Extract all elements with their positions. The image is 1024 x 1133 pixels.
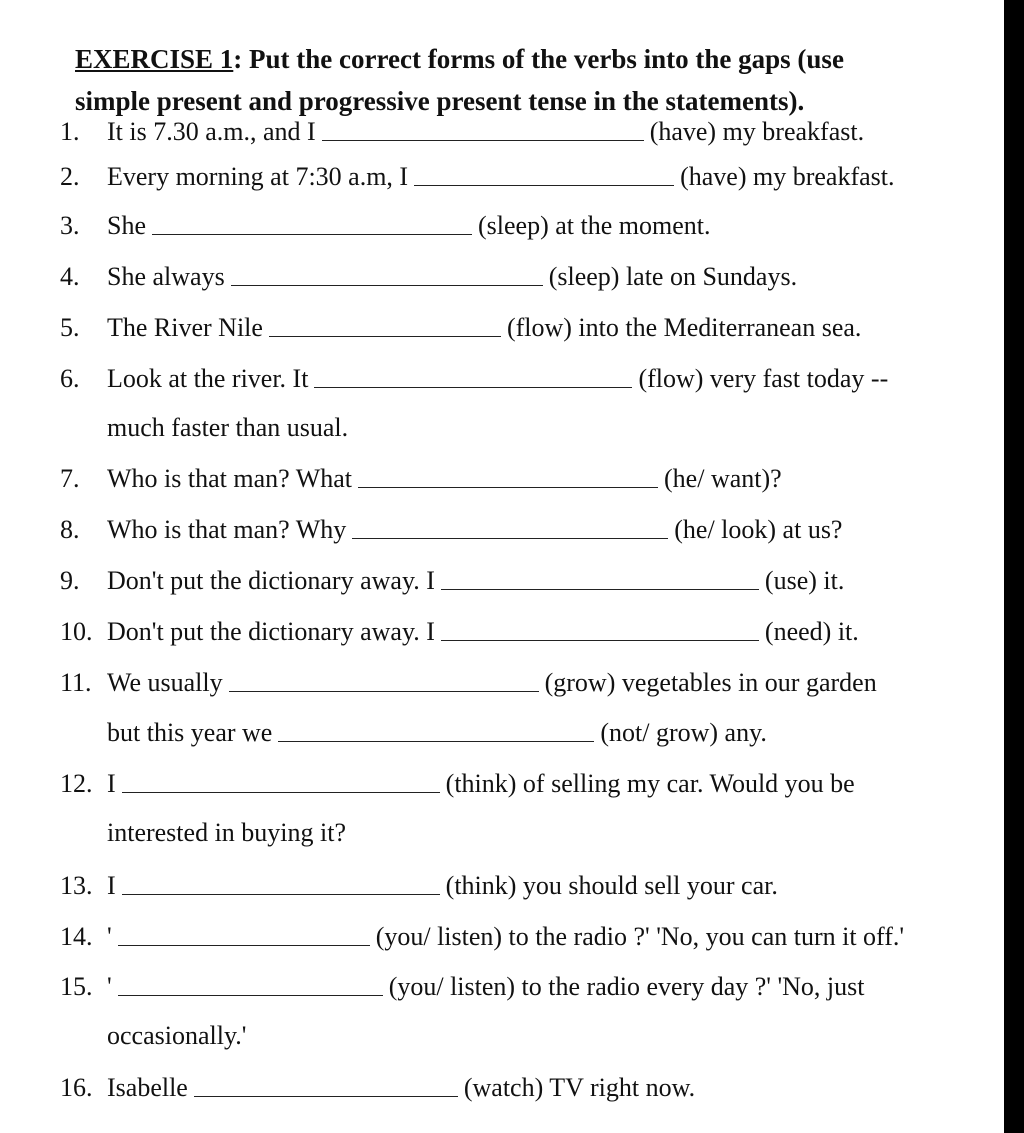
item-text-after: (need) it. xyxy=(764,617,859,646)
exercise-heading xyxy=(75,38,975,122)
item-text-continuation: much faster than usual. xyxy=(107,413,349,442)
answer-blank[interactable] xyxy=(122,768,440,793)
answer-blank[interactable] xyxy=(414,161,674,186)
item-number: 9. xyxy=(60,566,80,595)
item-number: 4. xyxy=(60,262,80,291)
exercise-item-15 xyxy=(60,971,865,1002)
item-text-before: Who is that man? Why xyxy=(107,515,347,544)
answer-blank[interactable] xyxy=(118,971,383,996)
exercise-item-3 xyxy=(60,210,710,241)
answer-blank[interactable] xyxy=(314,363,632,388)
item-text-after: (you/ listen) to the radio every day ?' 'No, just xyxy=(388,972,865,1001)
item-text-after: (grow) vegetables in our garden xyxy=(544,668,877,697)
exercise-item-1 xyxy=(60,116,864,147)
item-number: 1. xyxy=(60,117,80,146)
answer-blank[interactable] xyxy=(441,616,759,641)
exercise-item-12-continuation xyxy=(60,818,346,848)
answer-blank[interactable] xyxy=(269,312,501,337)
answer-blank[interactable] xyxy=(322,116,644,141)
item-text-after: (sleep) at the moment. xyxy=(478,211,711,240)
item-text-before: Don't put the dictionary away. I xyxy=(107,617,435,646)
exercise-item-6 xyxy=(60,363,888,394)
exercise-item-8 xyxy=(60,514,842,545)
item-number: 16. xyxy=(60,1073,93,1102)
item-number: 7. xyxy=(60,464,80,493)
answer-blank[interactable] xyxy=(358,463,658,488)
item-number: 13. xyxy=(60,871,93,900)
item-text-after: (use) it. xyxy=(764,566,845,595)
exercise-item-2 xyxy=(60,161,895,192)
instruction-line-1: : Put the correct forms of the verbs into the gaps (use xyxy=(233,44,844,74)
item-number: 6. xyxy=(60,364,80,393)
item-number: 8. xyxy=(60,515,80,544)
answer-blank[interactable] xyxy=(122,870,440,895)
item-text-before: She always xyxy=(107,262,225,291)
item-text-continuation: occasionally.' xyxy=(107,1021,247,1050)
item-text-after: (have) my breakfast. xyxy=(680,162,895,191)
item-number: 12. xyxy=(60,769,93,798)
exercise-item-11-continuation xyxy=(60,717,767,748)
answer-blank[interactable] xyxy=(229,667,539,692)
item-text-before: I xyxy=(107,871,116,900)
item-text-before: ' xyxy=(107,972,112,1001)
item-text-before: ' xyxy=(107,922,112,951)
item-text-before: Who is that man? What xyxy=(107,464,353,493)
item-number: 2. xyxy=(60,162,80,191)
exercise-item-4 xyxy=(60,261,797,292)
exercise-item-5 xyxy=(60,312,861,343)
exercise-item-7 xyxy=(60,463,782,494)
item-text-after: (watch) TV right now. xyxy=(463,1073,696,1102)
item-text-before: She xyxy=(107,211,146,240)
item-text-before: We usually xyxy=(107,668,223,697)
item-text-after: (you/ listen) to the radio ?' 'No, you can turn it off.' xyxy=(375,922,905,951)
item-number: 15. xyxy=(60,972,93,1001)
answer-blank[interactable] xyxy=(152,210,472,235)
item-text-continuation: interested in buying it? xyxy=(107,818,347,847)
item-text-after: (think) you should sell your car. xyxy=(445,871,778,900)
answer-blank[interactable] xyxy=(194,1072,458,1097)
item-number: 10. xyxy=(60,617,93,646)
item-text-before: Don't put the dictionary away. I xyxy=(107,566,435,595)
exercise-item-14 xyxy=(60,921,904,952)
item-text-before: The River Nile xyxy=(107,313,263,342)
item-text-before: I xyxy=(107,769,116,798)
item-text-after: (he/ look) at us? xyxy=(674,515,843,544)
answer-blank[interactable] xyxy=(278,717,594,742)
answer-blank[interactable] xyxy=(118,921,370,946)
item-text-after: (sleep) late on Sundays. xyxy=(548,262,798,291)
item-text-after: (think) of selling my car. Would you be xyxy=(445,769,855,798)
item-number: 3. xyxy=(60,211,80,240)
exercise-label: EXERCISE 1 xyxy=(75,44,234,74)
item-text-after: (flow) very fast today -- xyxy=(638,364,889,393)
item-text-before: Look at the river. It xyxy=(107,364,309,393)
item-number: 11. xyxy=(60,668,92,697)
item-text-before: It is 7.30 a.m., and I xyxy=(107,117,316,146)
exercise-item-6-continuation xyxy=(60,413,348,443)
answer-blank[interactable] xyxy=(231,261,543,286)
exercise-item-11 xyxy=(60,667,877,698)
exercise-item-15-continuation xyxy=(60,1021,246,1051)
answer-blank[interactable] xyxy=(352,514,668,539)
item-text-continuation-after: (not/ grow) any. xyxy=(600,718,767,747)
item-number: 5. xyxy=(60,313,80,342)
item-text-continuation-before: but this year we xyxy=(107,718,273,747)
exercise-item-12 xyxy=(60,768,855,799)
exercise-item-16 xyxy=(60,1072,695,1103)
item-text-after: (flow) into the Mediterranean sea. xyxy=(506,313,862,342)
item-text-after: (he/ want)? xyxy=(664,464,782,493)
answer-blank[interactable] xyxy=(441,565,759,590)
item-text-before: Every morning at 7:30 a.m, I xyxy=(107,162,409,191)
item-text-after: (have) my breakfast. xyxy=(649,117,865,146)
exercise-item-10 xyxy=(60,616,859,647)
item-text-before: Isabelle xyxy=(107,1073,188,1102)
exercise-item-9 xyxy=(60,565,844,596)
item-number: 14. xyxy=(60,922,93,951)
exercise-item-13 xyxy=(60,870,778,901)
instruction-line-2: simple present and progressive present tense in the statements). xyxy=(75,86,805,116)
